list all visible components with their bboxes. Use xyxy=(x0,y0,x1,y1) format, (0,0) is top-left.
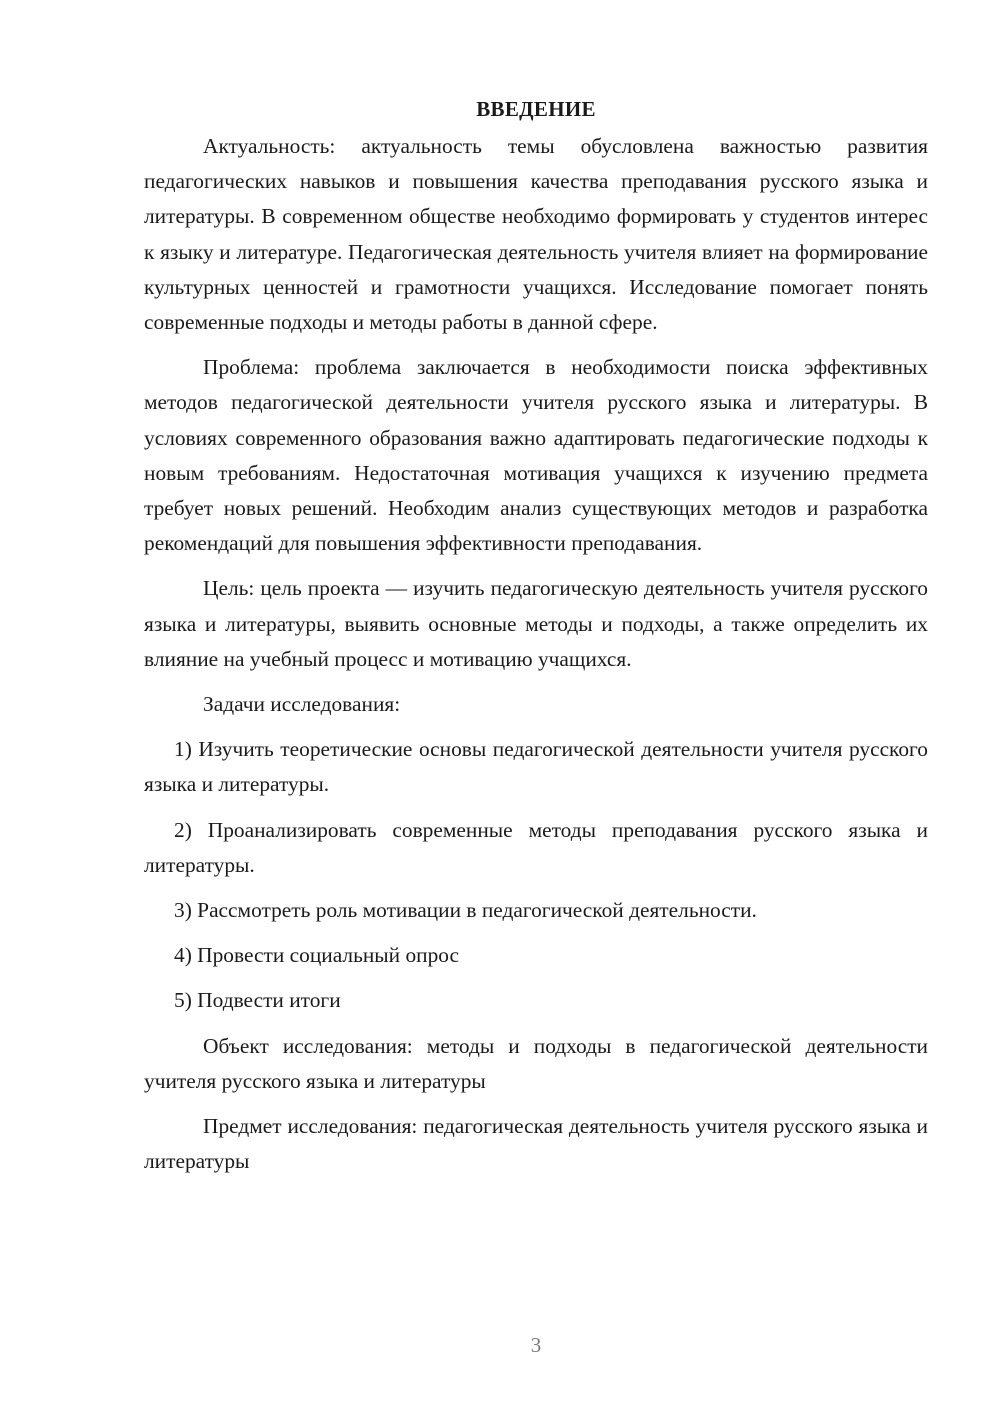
goal-paragraph: Цель: цель проекта — изучить педагогическую деятельность учителя русского языка и литературы, выявить основные методы и подходы, а также определить их влияние на учебный процесс и мотивацию учащихся. xyxy=(144,576,928,671)
list-item: 4) Провести социальный опрос xyxy=(174,943,460,968)
subject-paragraph: Предмет исследования: педагогическая деятельность учителя русского языка и литературы xyxy=(144,1114,928,1174)
problem-paragraph: Проблема: проблема заключается в необходимости поиска эффективных методов педагогической деятельности учителя русского языка и литературы. В условиях современного образования важно адаптировать педагогические подходы к новым требованиям. Недостаточная мотивация учащихся к изучению предмета требует новых решений. Необходим анализ существующих методов и разработка рекомендаций для повышения эффективности преподавания. xyxy=(144,355,928,556)
relevance-paragraph: Актуальность: актуальность темы обусловлена важностью развития педагогических навыков и повышения качества преподавания русского языка и литературы. В современном обществе необходимо формировать у студентов интерес к языку и литературе. Педагогическая деятельность учителя влияет на формирование культурных ценностей и грамотности учащихся. Исследование помогает понять современные подходы и методы работы в данной сфере. xyxy=(144,134,928,335)
section-title: ВВЕДЕНИЕ xyxy=(476,97,596,121)
tasks-list xyxy=(144,732,928,1018)
list-item: 3) Рассмотреть роль мотивации в педагогической деятельности. xyxy=(174,898,757,923)
list-item: 1) Изучить теоретические основы педагогической деятельности учителя русского языка и литературы. xyxy=(144,737,928,797)
object-paragraph: Объект исследования: методы и подходы в педагогической деятельности учителя русского языка и литературы xyxy=(144,1033,928,1093)
tasks-heading: Задачи исследования: xyxy=(203,692,401,717)
document-page xyxy=(144,92,928,1179)
list-item: 5) Подвести итоги xyxy=(174,988,341,1013)
page-number: 3 xyxy=(530,1333,542,1357)
list-item: 2) Проанализировать современные методы преподавания русского языка и литературы. xyxy=(144,817,928,877)
